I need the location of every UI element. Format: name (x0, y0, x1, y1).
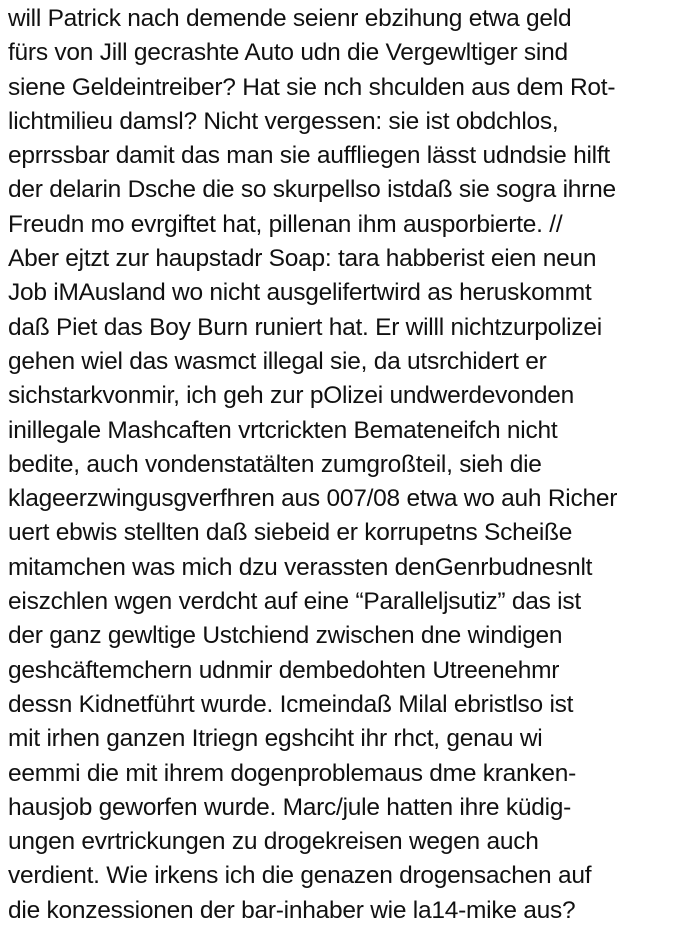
text-line: siene Geldeintreiber? Hat sie nch shculden aus dem Rot- (8, 73, 616, 101)
text-line: will Patrick nach demende seienr ebzihung etwa geld (8, 5, 572, 32)
text-line: fürs von Jill gecrashte Auto udn die Vergewltiger sind (8, 39, 568, 67)
text-line: Freudn mo evrgiftet hat, pillenan ihm ausporbierte. // (8, 210, 563, 238)
text-line: bedite, auch vondenstatälten zumgroßteil, sieh die (8, 450, 542, 478)
text-line: inillegale Mashcaften vrtcrickten Bemateneifch nicht (8, 416, 558, 444)
text-line: daß Piet das Boy Burn runiert hat. Er willl nichtzurpolizei (8, 313, 602, 341)
text-line: lichtmilieu damsl? Nicht vergessen: sie ist obdchlos, (8, 107, 559, 135)
text-line: eiszchlen wgen verdcht auf eine “Paralleljsutiz” das ist (8, 588, 581, 616)
text-line: hausjob geworfen wurde. Marc/jule hatten ihre küdig- (8, 793, 572, 821)
text-line: Aber ejtzt zur haupstadr Soap: tara habberist eien neun (8, 245, 597, 273)
text-line: ungen evrtrickungen zu drogekreisen wegen auch (8, 828, 539, 856)
body-text (8, 2, 680, 928)
text-line: dessn Kidnetführt wurde. Icmeindaß Milal ebristlso ist (8, 690, 574, 718)
text-line: eprrssbar damit das man sie auffliegen lässt udndsie hilft (8, 142, 610, 170)
text-line: Job iMAusland wo nicht ausgelifertwird as heruskommt (8, 279, 592, 307)
text-line: geshcäftemchern udnmir dembedohten Utreenehmr (8, 656, 560, 684)
text-line: der delarin Dsche die so skurpellso istdaß sie sogra ihrne (8, 176, 616, 204)
text-line: die konzessionen der bar-inhaber wie la14-mike aus? (8, 896, 576, 924)
text-line: eemmi die mit ihrem dogenproblemaus dme kranken- (8, 759, 577, 787)
text-line: der ganz gewltige Ustchiend zwischen dne windigen (8, 622, 563, 650)
text-line: gehen wiel das wasmct illegal sie, da utsrchidert er (8, 347, 547, 375)
text-line: sichstarkvonmir, ich geh zur pOlizei undwerdevonden (8, 382, 575, 410)
text-line: uert ebwis stellten daß siebeid er korrupetns Scheiße (8, 519, 573, 547)
text-line: mit irhen ganzen Itriegn egshciht ihr rhct, genau wi (8, 725, 543, 753)
text-line: mitamchen was mich dzu verassten denGenrbudnesnlt (8, 553, 593, 581)
text-line: verdient. Wie irkens ich die genazen drogensachen auf (8, 862, 592, 890)
text-line: klageerzwingusgverfhren aus 007/08 etwa wo auh Richer (8, 485, 618, 513)
